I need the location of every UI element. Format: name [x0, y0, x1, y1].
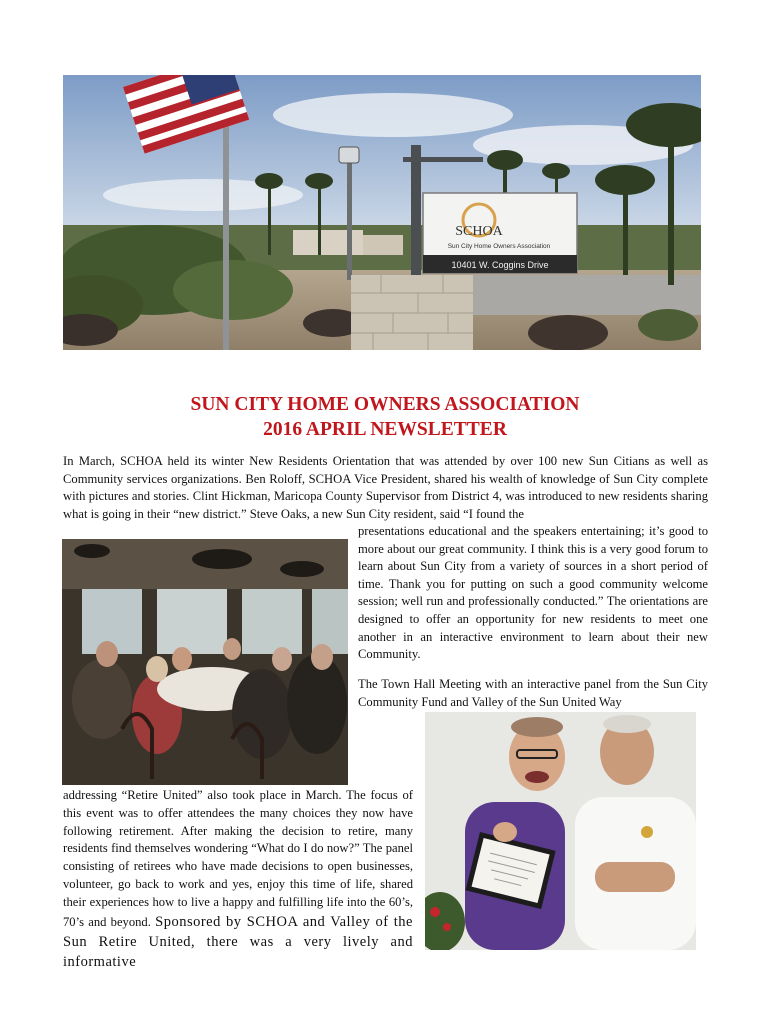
- paragraph-retire-united-text: addressing “Retire United” also took place in March. The focus of this event was to offer attendees the many choices they now have following retirement. After making the decision to retire, many residents find themselves wondering “What do I do now?” The panel consisting of retirees who have made decisions to open businesses, volunteer, go back to work and yes, enjoy this time of life, shared their experiences how to live a happy and fulfilling life into the 60’s, 70’s and beyond.: [63, 788, 413, 929]
- paragraph-sponsored-text: Sponsored by SCHOA and Valley of the Sun Retire United, there was a very lively and informative: [63, 913, 413, 970]
- paragraph-orientation-continued: presentations educational and the speakers entertaining; it’s good to more about our great community. I think this is a very good forum to learn about Sun City from a variety of sources in a short period of time. Thank you for putting on such a good community welcome session; well run and professionally conducted.” The orientations are designed to offer an opportunity for new residents to meet one another in an interactive environment to learn about their new Community.: [358, 524, 708, 662]
- newsletter-title: SUN CITY HOME OWNERS ASSOCIATION: [190, 394, 580, 415]
- paragraph-retire-united: [63, 787, 413, 972]
- sign-logo-text: SCHOA: [455, 224, 503, 239]
- paragraph-orientation: In March, SCHOA held its winter New Residents Orientation that was attended by over 100 new Sun Citians as well as Community services organizations. Ben Roloff, SCHOA Vice President, shared his wealth of knowledge of Sun City complete with pictures and stories. Clint Hickman, Maricopa County Supervisor from District 4, was introduced to new residents sharing what is going in their “new district.” Steve Oaks, a new Sun City resident, said “I found the: [63, 454, 708, 521]
- hero-photo: [63, 75, 701, 350]
- award-presentation-photo: [425, 712, 696, 950]
- newsletter-subtitle: 2016 APRIL NEWSLETTER: [263, 419, 507, 440]
- sign-name-text: Sun City Home Owners Association: [447, 243, 551, 250]
- banquet-hall-photo: [62, 539, 348, 785]
- sign-address-text: 10401 W. Coggins Drive: [451, 260, 549, 270]
- paragraph-town-hall: The Town Hall Meeting with an interactive panel from the Sun City Community Fund and Valley of the Sun United Way: [358, 677, 708, 709]
